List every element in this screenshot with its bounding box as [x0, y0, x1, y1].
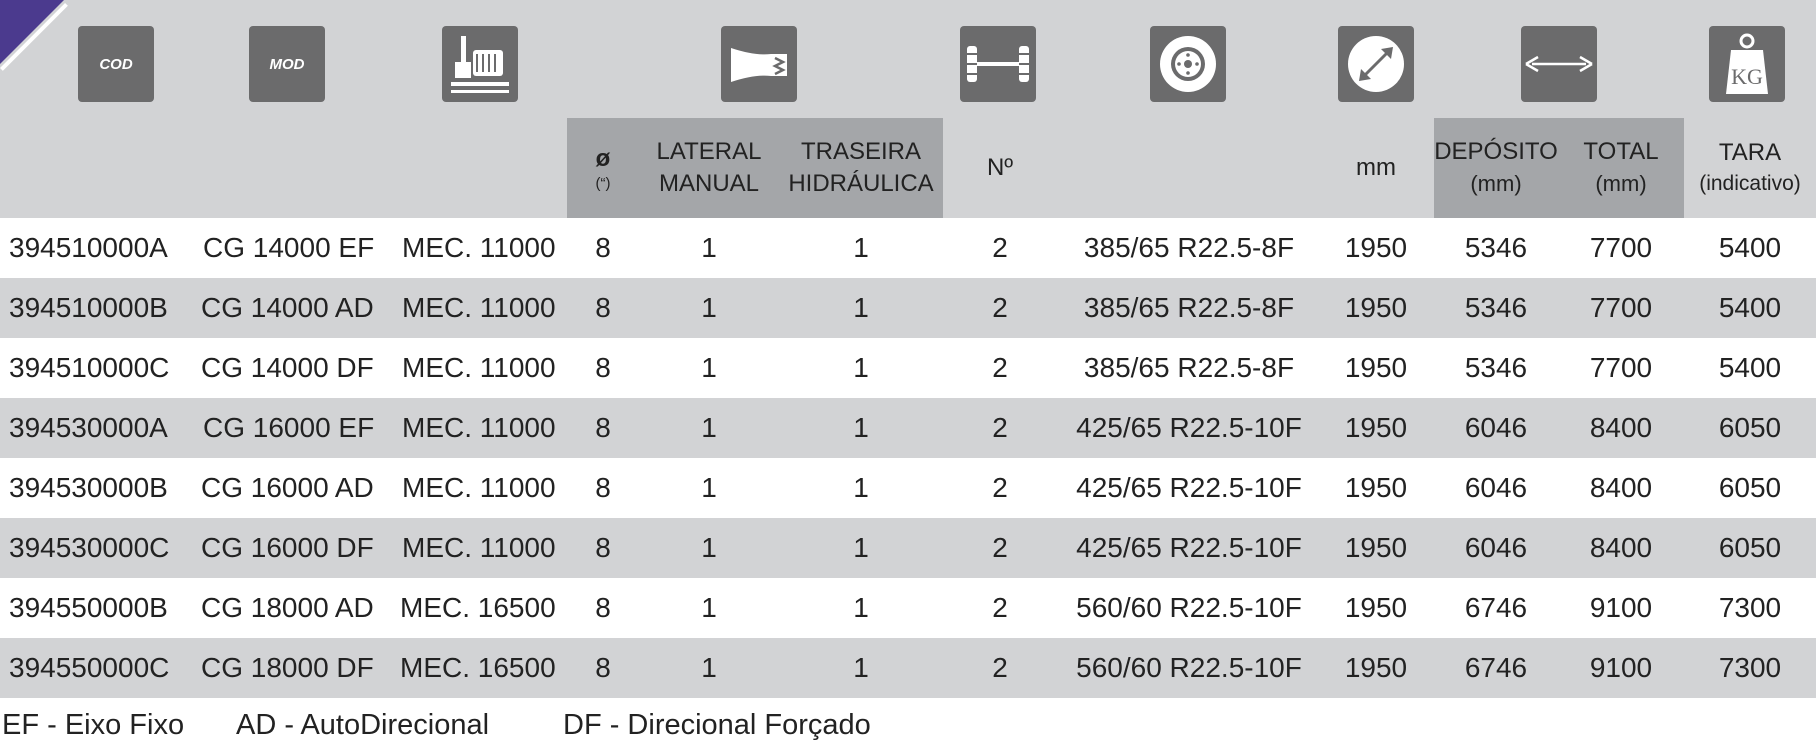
- col-header-deposito: [1434, 118, 1558, 218]
- col-header-diameter: [567, 118, 639, 218]
- cell-n: 2: [992, 412, 1008, 443]
- cell-n: 2: [992, 592, 1008, 623]
- svg-text:COD: COD: [99, 56, 133, 73]
- cell-tara: 5400: [1718, 352, 1782, 383]
- cell-total: 8400: [1589, 412, 1653, 443]
- tara-line-1: TARA: [1718, 139, 1782, 166]
- cell-tire: 425/65 R22.5-10F: [1076, 532, 1302, 563]
- diameter-unit: (“): [595, 175, 611, 192]
- cell-mod: CG 14000 DF: [201, 352, 374, 383]
- cod-icon: [78, 26, 154, 102]
- cell-tire: 385/65 R22.5-8F: [1083, 232, 1295, 263]
- total-line-2: (mm): [1595, 171, 1647, 196]
- col-header-mm: [1326, 118, 1426, 218]
- cell-deposito: 6746: [1464, 592, 1528, 623]
- cell-tara: 7300: [1718, 592, 1782, 623]
- cell-tire: 560/60 R22.5-10F: [1076, 652, 1302, 683]
- cell-traseira: 1: [853, 532, 869, 563]
- cell-diam: 8: [595, 652, 611, 683]
- cell-deposito: 5346: [1464, 352, 1528, 383]
- cell-traseira: 1: [853, 292, 869, 323]
- cell-lateral: 1: [701, 232, 717, 263]
- cell-tara: 6050: [1718, 412, 1782, 443]
- cell-total: 7700: [1589, 352, 1653, 383]
- cell-mec: MEC. 16500: [400, 592, 556, 623]
- cell-mod: CG 16000 AD: [201, 472, 374, 503]
- cell-mod: CG 18000 DF: [201, 652, 374, 683]
- cell-total: 9100: [1589, 652, 1653, 683]
- cell-mod: CG 14000 EF: [203, 232, 375, 263]
- cell-deposito: 5346: [1464, 292, 1528, 323]
- col-header-tara: [1684, 118, 1816, 218]
- cell-lateral: 1: [701, 592, 717, 623]
- cell-mod: CG 16000 DF: [201, 532, 374, 563]
- cell-traseira: 1: [853, 412, 869, 443]
- cell-diam: 8: [595, 292, 611, 323]
- table-row: [0, 338, 1816, 398]
- cell-traseira: 1: [853, 652, 869, 683]
- cell-traseira: 1: [853, 592, 869, 623]
- svg-text:MOD: MOD: [269, 56, 305, 73]
- cell-mec: MEC. 16500: [400, 652, 556, 683]
- cell-diam: 8: [595, 232, 611, 263]
- cell-diam: 8: [595, 472, 611, 503]
- table-row: [0, 638, 1816, 698]
- discharge-auger-icon: [721, 26, 797, 102]
- tara-line-2: (indicativo): [1699, 172, 1801, 195]
- cell-n: 2: [992, 292, 1008, 323]
- numero-label: Nº: [986, 154, 1014, 181]
- table-body: [0, 218, 1816, 698]
- cell-mm: 1950: [1344, 532, 1408, 563]
- traseira-line-2: HIDRÁULICA: [788, 170, 934, 197]
- cell-mec: MEC. 11000: [402, 292, 556, 323]
- legend-df: DF - Direcional Forçado: [563, 709, 871, 741]
- cell-total: 7700: [1589, 292, 1653, 323]
- lateral-line-2: MANUAL: [658, 170, 760, 197]
- total-line-1: TOTAL: [1583, 138, 1659, 165]
- cell-lateral: 1: [701, 412, 717, 443]
- col-header-numero: [950, 118, 1050, 218]
- deposito-line-1: DEPÓSITO: [1434, 138, 1558, 165]
- cell-n: 2: [992, 652, 1008, 683]
- mod-icon: [249, 26, 325, 102]
- cell-tire: 560/60 R22.5-10F: [1076, 592, 1302, 623]
- table-row: [0, 578, 1816, 638]
- legend-ef: EF - Eixo Fixo: [2, 709, 185, 741]
- table-row: [0, 398, 1816, 458]
- legend-ad: AD - AutoDirecional: [236, 709, 490, 741]
- cell-traseira: 1: [853, 472, 869, 503]
- cell-mec: MEC. 11000: [402, 352, 556, 383]
- cell-traseira: 1: [853, 232, 869, 263]
- lateral-line-1: LATERAL: [656, 138, 762, 165]
- cell-tara: 5400: [1718, 232, 1782, 263]
- cell-mec: MEC. 11000: [402, 472, 556, 503]
- col-header-total: [1558, 118, 1684, 218]
- cell-mod: CG 16000 EF: [203, 412, 375, 443]
- cell-diam: 8: [595, 412, 611, 443]
- cell-tara: 6050: [1718, 472, 1782, 503]
- col-header-traseira: [779, 118, 943, 218]
- cell-cod: 394510000C: [9, 352, 170, 383]
- cell-total: 7700: [1589, 232, 1653, 263]
- cell-cod: 394510000B: [9, 292, 168, 323]
- cell-mm: 1950: [1344, 472, 1408, 503]
- cell-cod: 394530000C: [9, 532, 170, 563]
- table-row: [0, 218, 1816, 278]
- cell-lateral: 1: [701, 352, 717, 383]
- cell-cod: 394510000A: [9, 232, 168, 263]
- cell-cod: 394550000B: [9, 592, 168, 623]
- weight-kg-icon: [1709, 26, 1785, 102]
- table-row: [0, 278, 1816, 338]
- cell-mm: 1950: [1344, 352, 1408, 383]
- cell-deposito: 6746: [1464, 652, 1528, 683]
- col-header-lateral: [639, 118, 779, 218]
- cell-lateral: 1: [701, 472, 717, 503]
- cell-diam: 8: [595, 532, 611, 563]
- cell-deposito: 6046: [1464, 472, 1528, 503]
- mm-label: mm: [1356, 154, 1396, 181]
- cell-mec: MEC. 11000: [402, 532, 556, 563]
- diameter-icon: [1338, 26, 1414, 102]
- length-arrow-icon: [1521, 26, 1597, 102]
- cell-diam: 8: [595, 352, 611, 383]
- cell-mod: CG 14000 AD: [201, 292, 374, 323]
- cell-n: 2: [992, 532, 1008, 563]
- cell-n: 2: [992, 352, 1008, 383]
- cell-cod: 394550000C: [9, 652, 170, 683]
- cell-traseira: 1: [853, 352, 869, 383]
- cell-tara: 5400: [1718, 292, 1782, 323]
- cell-tire: 425/65 R22.5-10F: [1076, 472, 1302, 503]
- axle-icon: [960, 26, 1036, 102]
- column-header-row: [0, 118, 1816, 218]
- traseira-line-1: TRASEIRA: [800, 138, 922, 165]
- pto-drive-icon: [442, 26, 518, 102]
- cell-lateral: 1: [701, 532, 717, 563]
- cell-lateral: 1: [701, 292, 717, 323]
- cell-diam: 8: [595, 592, 611, 623]
- cell-deposito: 6046: [1464, 412, 1528, 443]
- deposito-line-2: (mm): [1470, 171, 1522, 196]
- cell-n: 2: [992, 472, 1008, 503]
- tire-icon: [1150, 26, 1226, 102]
- cell-mm: 1950: [1344, 652, 1408, 683]
- cell-n: 2: [992, 232, 1008, 263]
- cell-tire: 385/65 R22.5-8F: [1083, 352, 1295, 383]
- cell-cod: 394530000A: [9, 412, 168, 443]
- cell-tire: 385/65 R22.5-8F: [1083, 292, 1295, 323]
- cell-cod: 394530000B: [9, 472, 168, 503]
- corner-accent: [0, 0, 64, 64]
- icon-header-row: [0, 0, 1816, 118]
- table-row: [0, 518, 1816, 578]
- cell-tara: 6050: [1718, 532, 1782, 563]
- table-row: [0, 458, 1816, 518]
- cell-deposito: 5346: [1464, 232, 1528, 263]
- cell-mm: 1950: [1344, 292, 1408, 323]
- cell-total: 8400: [1589, 472, 1653, 503]
- cell-mec: MEC. 11000: [402, 412, 556, 443]
- svg-text:KG: KG: [1731, 64, 1763, 89]
- cell-tire: 425/65 R22.5-10F: [1076, 412, 1302, 443]
- cell-total: 8400: [1589, 532, 1653, 563]
- cell-mm: 1950: [1344, 592, 1408, 623]
- cell-mm: 1950: [1344, 412, 1408, 443]
- cell-mod: CG 18000 AD: [201, 592, 374, 623]
- cell-mec: MEC. 11000: [402, 232, 556, 263]
- cell-mm: 1950: [1344, 232, 1408, 263]
- diameter-symbol: ø: [595, 145, 611, 172]
- cell-deposito: 6046: [1464, 532, 1528, 563]
- cell-tara: 7300: [1718, 652, 1782, 683]
- cell-lateral: 1: [701, 652, 717, 683]
- cell-total: 9100: [1589, 592, 1653, 623]
